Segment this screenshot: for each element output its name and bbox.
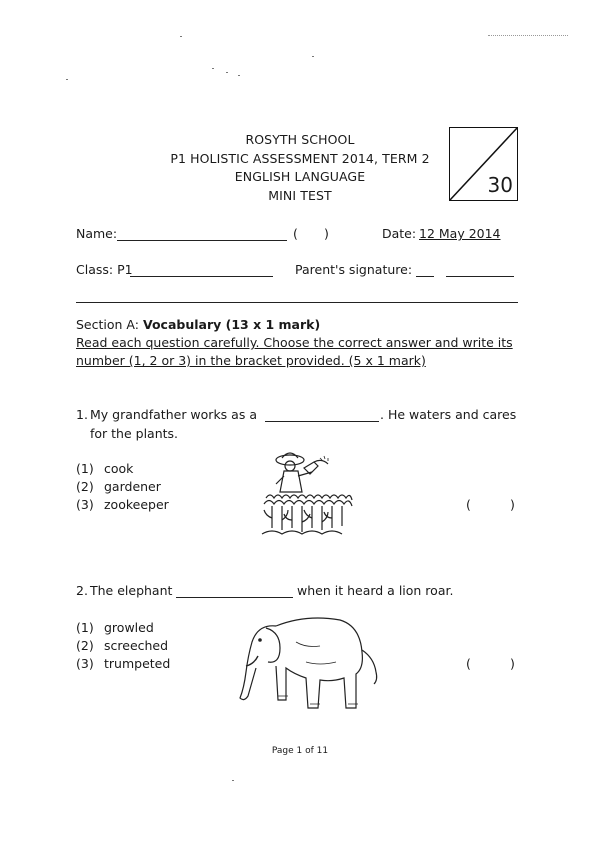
option-number: (3): [76, 656, 94, 671]
scan-speck: [226, 72, 228, 73]
date-label: Date:: [382, 226, 417, 241]
instruction-line-2: number (1, 2 or 3) in the bracket provided. (5 x 1 mark): [76, 353, 426, 368]
scan-speck: [488, 35, 568, 36]
question-number: 2.: [76, 583, 88, 598]
scan-speck: [232, 780, 234, 781]
instruction-line-1: Read each question carefully. Choose the correct answer and write its: [76, 335, 513, 350]
answer-bracket-open: (: [466, 497, 471, 512]
question-text: . He waters and cares: [380, 407, 517, 422]
answer-bracket-close: ): [510, 497, 515, 512]
option-text: trumpeted: [104, 656, 171, 671]
class-field[interactable]: [130, 276, 273, 277]
answer-bracket-open: (: [466, 656, 471, 671]
section-divider: [76, 302, 518, 303]
question-text: The elephant: [90, 583, 173, 598]
option-number: (1): [76, 620, 94, 635]
scan-speck: [180, 36, 182, 37]
register-bracket-open: (: [293, 226, 298, 241]
parent-signature-label: Parent's signature:: [295, 262, 413, 277]
school-name: ROSYTH SCHOOL: [245, 132, 355, 147]
question-text: for the plants.: [90, 426, 179, 441]
total-marks: 30: [487, 173, 513, 197]
option-text: cook: [104, 461, 134, 476]
subject-title: ENGLISH LANGUAGE: [234, 169, 366, 184]
answer-bracket-close: ): [510, 656, 515, 671]
scan-speck: [66, 79, 68, 80]
name-field[interactable]: [117, 240, 287, 241]
scan-speck: [312, 56, 314, 57]
option-text: growled: [104, 620, 154, 635]
question-text: when it heard a lion roar.: [297, 583, 454, 598]
parent-signature-field[interactable]: [416, 276, 434, 277]
scan-speck: [238, 75, 240, 76]
test-title: MINI TEST: [268, 188, 332, 203]
score-box: [449, 127, 518, 201]
name-label: Name:: [76, 226, 118, 241]
assessment-title: P1 HOLISTIC ASSESSMENT 2014, TERM 2: [170, 151, 430, 166]
class-label: Class: P1: [76, 262, 133, 277]
option-number: (3): [76, 497, 94, 512]
register-bracket-close: ): [324, 226, 329, 241]
option-number: (2): [76, 638, 94, 653]
section-title: [76, 317, 320, 332]
gardener-watering-flowers-image: [258, 448, 358, 540]
parent-signature-field[interactable]: [446, 276, 514, 277]
question-text: My grandfather works as a: [90, 407, 257, 422]
option-number: (2): [76, 479, 94, 494]
page-number: Page 1 of 11: [271, 746, 329, 756]
question-number: 1.: [76, 407, 88, 422]
option-text: screeched: [104, 638, 169, 653]
option-text: zookeeper: [104, 497, 169, 512]
elephant-image: [236, 612, 381, 717]
scan-speck: [212, 68, 214, 69]
section-title-main: Vocabulary (13 x 1 mark): [142, 317, 321, 332]
date-value: 12 May 2014: [419, 226, 501, 241]
answer-blank: [176, 597, 293, 598]
option-number: (1): [76, 461, 94, 476]
answer-blank: [265, 421, 379, 422]
option-text: gardener: [104, 479, 161, 494]
section-title-prefix: Section A:: [76, 317, 139, 332]
